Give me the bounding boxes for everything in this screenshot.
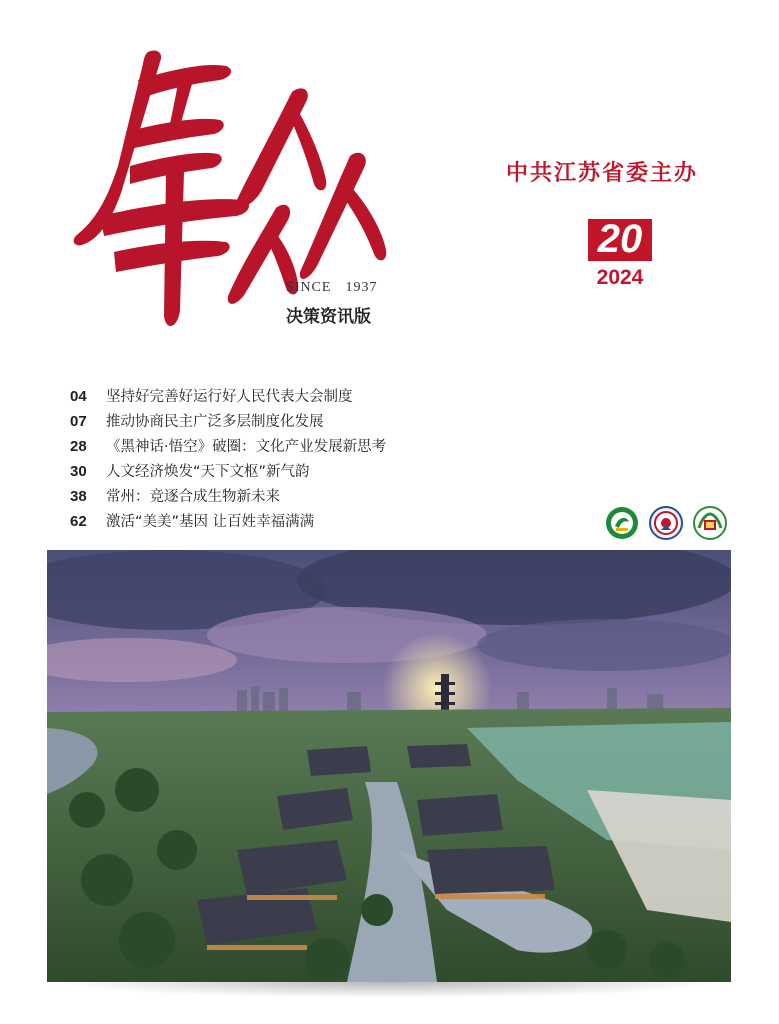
- toc-item[interactable]: [70, 484, 386, 509]
- since-label: [286, 280, 377, 296]
- green-emblem-icon: [605, 506, 639, 540]
- aerial-city-photo-icon: [47, 550, 731, 982]
- toc-page: 38: [70, 488, 87, 505]
- toc-title: 推动协商民主广泛多层制度化发展: [106, 414, 324, 430]
- toc-title: 《黑神话·悟空》破圈：文化产业发展新思考: [106, 439, 387, 455]
- toc-item[interactable]: [70, 434, 386, 459]
- publisher-label: 中共江苏省委主办: [506, 161, 699, 186]
- toc-page: 28: [70, 438, 87, 455]
- toc-item[interactable]: [70, 409, 386, 434]
- toc-title: 常州：竞逐合成生物新未来: [106, 489, 280, 505]
- toc-page: 30: [70, 463, 87, 480]
- toc-title: 激活“美美”基因 让百姓幸福满满: [106, 514, 315, 530]
- toc-page: 62: [70, 513, 87, 530]
- toc-title: 人文经济焕发“天下文枢”新气韵: [106, 464, 310, 480]
- toc-title: 坚持好完善好运行好人民代表大会制度: [106, 389, 353, 405]
- table-of-contents: [70, 384, 386, 534]
- edition-label: 决策资讯版: [286, 307, 371, 327]
- cover-photo: [47, 550, 731, 982]
- since-text: SINCE: [286, 280, 332, 295]
- green-award-icon: [693, 506, 727, 540]
- toc-page: 04: [70, 388, 87, 405]
- award-badges: [605, 506, 727, 542]
- since-year: 1937: [345, 280, 378, 295]
- photo-shadow: [52, 982, 726, 998]
- issue-number: 20: [597, 217, 643, 261]
- toc-item[interactable]: [70, 384, 386, 409]
- toc-item[interactable]: [70, 509, 386, 534]
- toc-item[interactable]: [70, 459, 386, 484]
- red-blue-seal-icon: [649, 506, 683, 540]
- toc-page: 07: [70, 413, 87, 430]
- issue-number-box: [588, 219, 652, 261]
- issue-year: 2024: [596, 266, 644, 289]
